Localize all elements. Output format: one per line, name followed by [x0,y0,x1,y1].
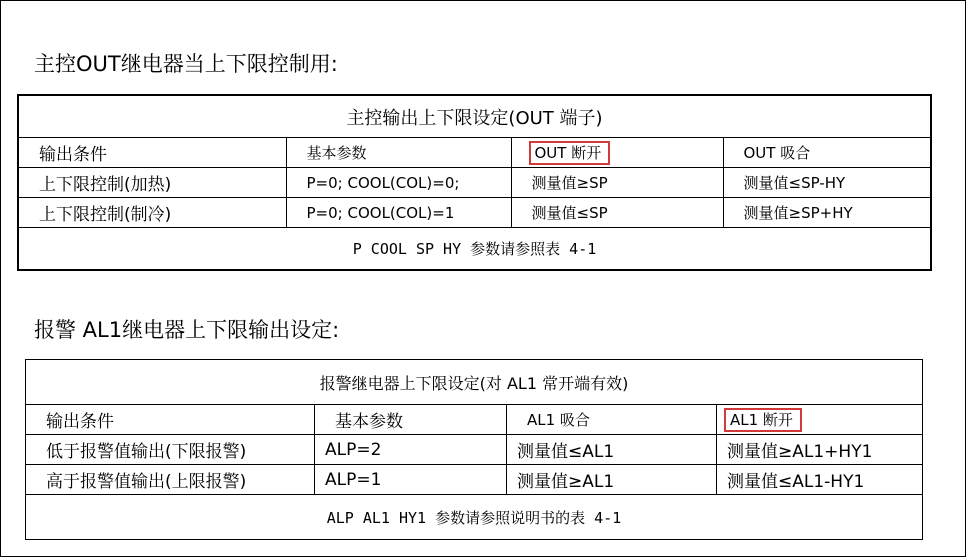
table-header-row [18,138,931,168]
table-row [26,435,923,465]
table-cell: 测量值≥AL1 [507,465,717,495]
table-cell: 测量值≤SP [511,198,723,228]
header-cell: 基本参数 [286,138,511,168]
header-cell: 输出条件 [26,405,315,435]
table-cell: 上下限控制(加热) [18,168,286,198]
table-header-row [26,405,923,435]
table-cell: 高于报警值输出(上限报警) [26,465,315,495]
table-cell: 测量值≤AL1 [507,435,717,465]
table-footer: P COOL SP HY 参数请参照表 4-1 [18,228,931,271]
table-row [26,465,923,495]
table-cell: 测量值≥SP+HY [723,198,931,228]
section-heading-out-relay: 主控OUT继电器当上下限控制用: [34,52,338,76]
table-cell: 测量值≥AL1+HY1 [717,435,923,465]
table-footer: ALP AL1 HY1 参数请参照说明书的表 4-1 [26,495,923,540]
table-caption: 报警继电器上下限设定(对 AL1 常开端有效) [26,360,923,405]
highlighted-header-cell: AL1 断开 [727,411,799,429]
header-cell: 输出条件 [18,138,286,168]
table-cell: ALP=2 [315,435,507,465]
header-cell: AL1 吸合 [507,405,717,435]
highlighted-header-cell: OUT 断开 [532,144,608,162]
table-caption: 主控输出上下限设定(OUT 端子) [18,95,931,138]
table-row [18,168,931,198]
table-row [18,198,931,228]
header-cell: 基本参数 [315,405,507,435]
table-cell: 测量值≥SP [511,168,723,198]
al1-alarm-table [25,359,923,540]
table-cell: P=0; COOL(COL)=1 [286,198,511,228]
table-cell: P=0; COOL(COL)=0; [286,168,511,198]
table-cell: 低于报警值输出(下限报警) [26,435,315,465]
table-cell: 测量值≤SP-HY [723,168,931,198]
table-cell: 上下限控制(制冷) [18,198,286,228]
table-cell: ALP=1 [315,465,507,495]
table-cell: 测量值≤AL1-HY1 [717,465,923,495]
section-heading-al1-relay: 报警 AL1继电器上下限输出设定: [34,318,340,342]
header-cell: OUT 吸合 [723,138,931,168]
out-limit-table [17,94,932,271]
